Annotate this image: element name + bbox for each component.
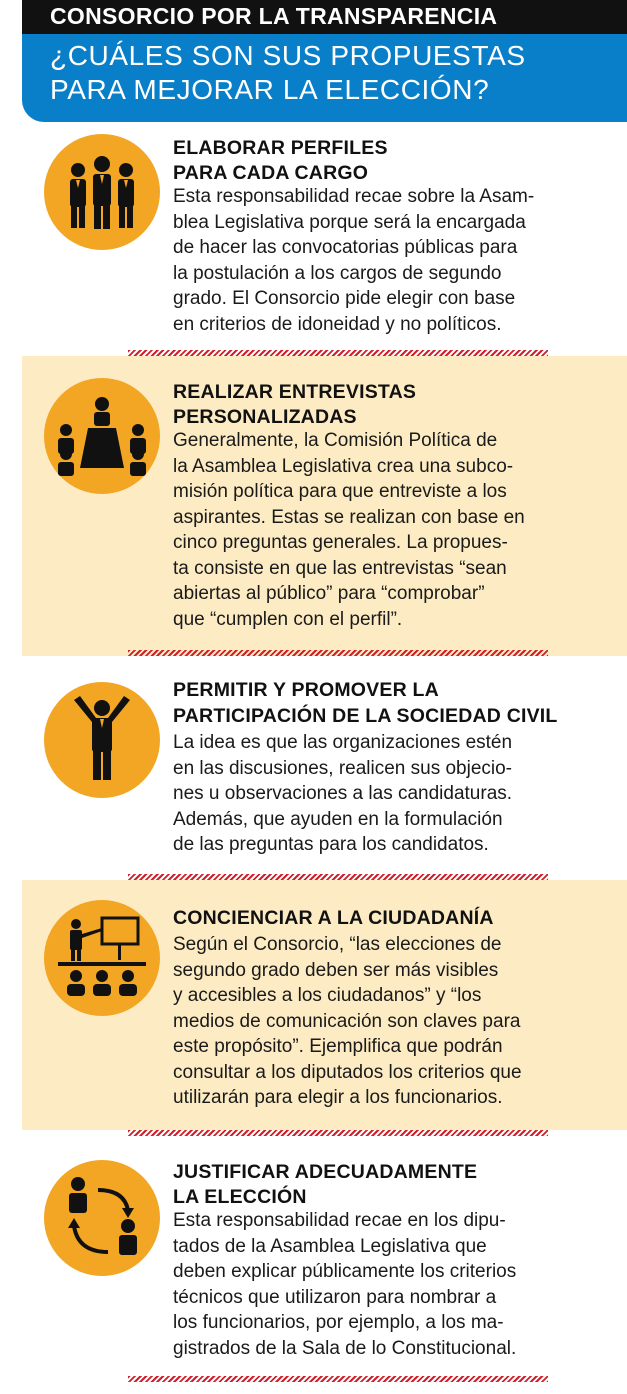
header [22, 0, 627, 122]
proposal-5-title: JUSTIFICAR ADECUADAMENTE LA ELECCIÓN [173, 1161, 478, 1208]
proposal-2-title: REALIZAR ENTREVISTAS PERSONALIZADAS [173, 381, 417, 428]
proposal-1-body: Esta responsabilidad recae sobre la Asam- blea Legislativa porque será la encargada de hacer las convocatorias públicas para la postulación a los cargos de segundo grado. El Consorcio pide elegir con base en criterios de idoneidad y no políticos. [173, 186, 535, 335]
proposal-3-title: PERMITIR Y PROMOVER LA PARTICIPACIÓN DE LA SOCIEDAD CIVIL [173, 679, 558, 727]
proposal-section-5 [22, 1136, 627, 1376]
proposal-4-title: CONCIENCIAR A LA CIUDADANÍA [173, 907, 494, 929]
header-kicker-bar [22, 0, 627, 34]
proposal-section-4 [22, 880, 627, 1130]
group-of-people-icon [44, 134, 160, 250]
presentation-audience-icon [44, 900, 160, 1016]
proposal-2-body: Generalmente, la Comisión Política de la Asamblea Legislativa crea una subco- misión política para que entreviste a los aspirantes. Estas se realizan con base en cinco preguntas generales. La propues- ta consiste en que las entrevistas “sean abiertas al público” para “comprobar” que “cumplen con el perfil”. [173, 430, 525, 630]
exchange-people-icon [44, 1160, 160, 1276]
proposal-section-1 [22, 122, 627, 350]
proposal-3-body: La idea es que las organizaciones estén en las discusiones, realicen sus objecio- nes u observaciones a las candidaturas. Además, que ayuden en la formulación de las preguntas para los candidatos. [173, 732, 513, 855]
header-question-box [22, 34, 627, 122]
proposal-1-title: ELABORAR PERFILES PARA CADA CARGO [173, 137, 388, 184]
divider-stripe [128, 1376, 548, 1382]
proposal-5-body: Esta responsabilidad recae en los dipu- tados de la Asamblea Legislativa que deben explicar públicamente los criterios técnicos que utilizaron para nombrar a los funcionarios, por ejemplo, a los ma- gistrados de la Sala de lo Constitucional. [173, 1210, 517, 1359]
proposal-section-2 [22, 356, 627, 656]
interview-panel-icon [44, 378, 160, 494]
proposal-4-body: Según el Consorcio, “las elecciones de segundo grado deben ser más visibles y accesibles a los ciudadanos” y “los medios de comunicación son claves para este propósito”. Ejemplifica que podrán consultar a los diputados los criterios que utilizarán para elegir a los funcionarios. [173, 934, 522, 1108]
raised-arms-person-icon [44, 682, 160, 798]
header-question-line-1: ¿CUÁLES SON SUS PROPUESTAS [50, 40, 526, 71]
header-question-line-2: PARA MEJORAR LA ELECCIÓN? [50, 74, 490, 105]
header-kicker: CONSORCIO POR LA TRANSPARENCIA [50, 3, 498, 29]
proposal-section-3 [22, 656, 627, 874]
